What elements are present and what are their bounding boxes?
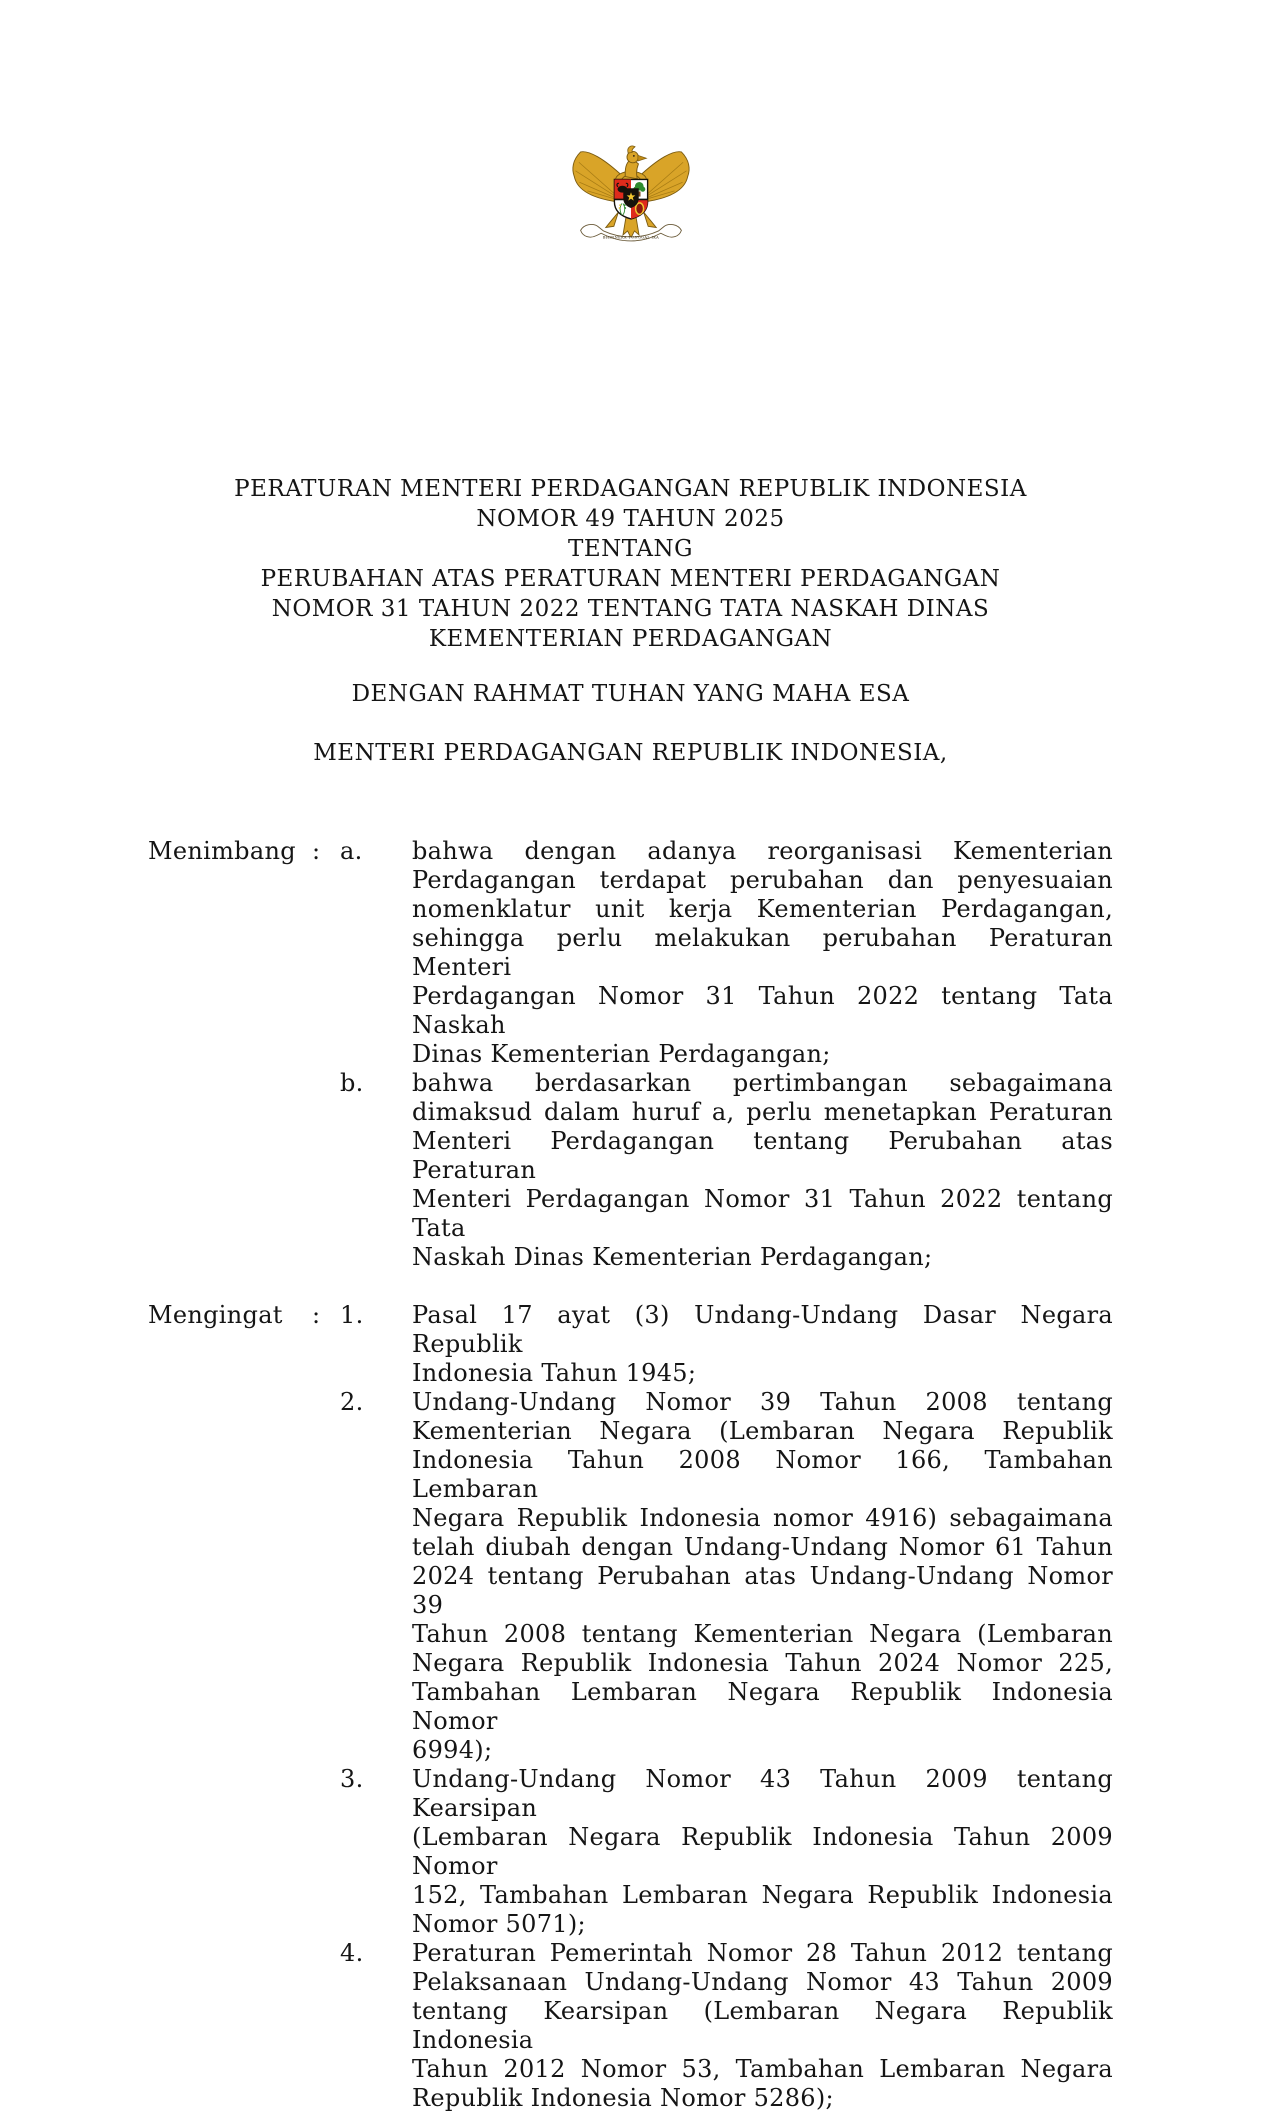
garuda-pancasila-emblem: [568, 134, 694, 250]
text-line: Tahun 2012 Nomor 53, Tambahan Lembaran Negara: [412, 2055, 1113, 2083]
section-items: [340, 1301, 1113, 2113]
text-line: Undang-Undang Nomor 39 Tahun 2008 tentang: [412, 1388, 1113, 1416]
title-line: PERUBAHAN ATAS PERATURAN MENTERI PERDAGANGAN: [260, 566, 1001, 592]
item-marker: 2.: [340, 1388, 364, 1416]
text-line: Negara Republik Indonesia Tahun 2024 Nomor 225,: [412, 1649, 1113, 1677]
text-line: Negara Republik Indonesia nomor 4916) sebagaimana: [412, 1504, 1113, 1532]
item-text: [412, 1939, 1113, 2113]
item-marker: 1.: [340, 1301, 364, 1329]
section-colon: :: [312, 837, 321, 865]
section-label: Menimbang: [148, 837, 296, 865]
item-marker: 3.: [340, 1765, 364, 1793]
list-item: [340, 837, 1113, 1069]
list-item: [340, 1765, 1113, 1939]
text-line: Tahun 2008 tentang Kementerian Negara (Lembaran: [412, 1620, 1113, 1648]
text-line: Naskah Dinas Kementerian Perdagangan;: [412, 1243, 933, 1271]
text-line: Undang-Undang Nomor 43 Tahun 2009 tentang Kearsipan: [412, 1765, 1113, 1822]
text-line: Kementerian Negara (Lembaran Negara Republik: [412, 1417, 1113, 1445]
title-line: TENTANG: [568, 536, 693, 562]
title-line: PERATURAN MENTERI PERDAGANGAN REPUBLIK INDONESIA: [234, 476, 1027, 502]
section-label: Mengingat: [148, 1301, 283, 1329]
section-items: [340, 837, 1113, 1272]
text-line: Indonesia Tahun 1945;: [412, 1359, 697, 1387]
item-text: [412, 1069, 1113, 1272]
item-marker: b.: [340, 1069, 364, 1097]
text-line: Tambahan Lembaran Negara Republik Indonesia Nomor: [412, 1678, 1113, 1735]
text-line: Peraturan Pemerintah Nomor 28 Tahun 2012 tentang: [412, 1939, 1113, 1967]
section-mengingat: [148, 1301, 1113, 2113]
text-line: Perdagangan Nomor 31 Tahun 2022 tentang Tata Naskah: [412, 982, 1113, 1039]
emblem-motto: BHINNEKA TUNGGAL IKA: [602, 235, 659, 240]
item-text: [412, 1388, 1113, 1765]
authority-line: MENTERI PERDAGANGAN REPUBLIK INDONESIA,: [313, 740, 948, 766]
text-line: Pelaksanaan Undang-Undang Nomor 43 Tahun 2009: [412, 1968, 1113, 1996]
text-line: 6994);: [412, 1736, 493, 1764]
text-line: Indonesia Tahun 2008 Nomor 166, Tambahan Lembaran: [412, 1446, 1113, 1503]
item-marker: a.: [340, 837, 363, 865]
text-line: bahwa berdasarkan pertimbangan sebagaimana: [412, 1069, 1113, 1097]
text-line: bahwa dengan adanya reorganisasi Kementerian: [412, 837, 1113, 865]
text-line: Nomor 5071);: [412, 1910, 586, 1938]
section-colon: :: [312, 1301, 321, 1329]
item-text: [412, 1765, 1113, 1939]
text-line: sehingga perlu melakukan perubahan Peraturan Menteri: [412, 924, 1113, 981]
item-marker: 4.: [340, 1939, 364, 1967]
list-item: [340, 1388, 1113, 1765]
title-line: NOMOR 31 TAHUN 2022 TENTANG TATA NASKAH DINAS: [271, 596, 990, 622]
text-line: dimaksud dalam huruf a, perlu menetapkan Peraturan: [412, 1098, 1113, 1126]
text-line: 152, Tambahan Lembaran Negara Republik Indonesia: [412, 1881, 1113, 1909]
list-item: [340, 1069, 1113, 1272]
text-line: Menteri Perdagangan Nomor 31 Tahun 2022 tentang Tata: [412, 1185, 1113, 1242]
list-item: [340, 1939, 1113, 2113]
document-title: [148, 474, 1113, 654]
text-line: tentang Kearsipan (Lembaran Negara Republik Indonesia: [412, 1997, 1113, 2054]
text-line: (Lembaran Negara Republik Indonesia Tahun 2009 Nomor: [412, 1823, 1113, 1880]
emblem-container: [148, 134, 1113, 254]
text-line: Dinas Kementerian Perdagangan;: [412, 1040, 831, 1068]
pancasila-shield: [614, 179, 647, 220]
item-text: [412, 837, 1113, 1069]
text-line: Menteri Perdagangan tentang Perubahan atas Peraturan: [412, 1127, 1113, 1184]
item-text: [412, 1301, 1113, 1388]
text-line: telah diubah dengan Undang-Undang Nomor 61 Tahun: [412, 1533, 1113, 1561]
text-line: nomenklatur unit kerja Kementerian Perdagangan,: [412, 895, 1113, 923]
document-body: [148, 837, 1113, 2113]
text-line: Republik Indonesia Nomor 5286);: [412, 2084, 834, 2112]
title-line: NOMOR 49 TAHUN 2025: [476, 506, 785, 532]
text-line: Perdagangan terdapat perubahan dan penyesuaian: [412, 866, 1113, 894]
title-line: KEMENTERIAN PERDAGANGAN: [428, 626, 833, 652]
text-line: Pasal 17 ayat (3) Undang-Undang Dasar Negara Republik: [412, 1301, 1113, 1358]
list-item: [340, 1301, 1113, 1388]
text-line: 2024 tentang Perubahan atas Undang-Undang Nomor 39: [412, 1562, 1113, 1619]
section-menimbang: [148, 837, 1113, 1272]
invocation-line: DENGAN RAHMAT TUHAN YANG MAHA ESA: [351, 681, 910, 707]
